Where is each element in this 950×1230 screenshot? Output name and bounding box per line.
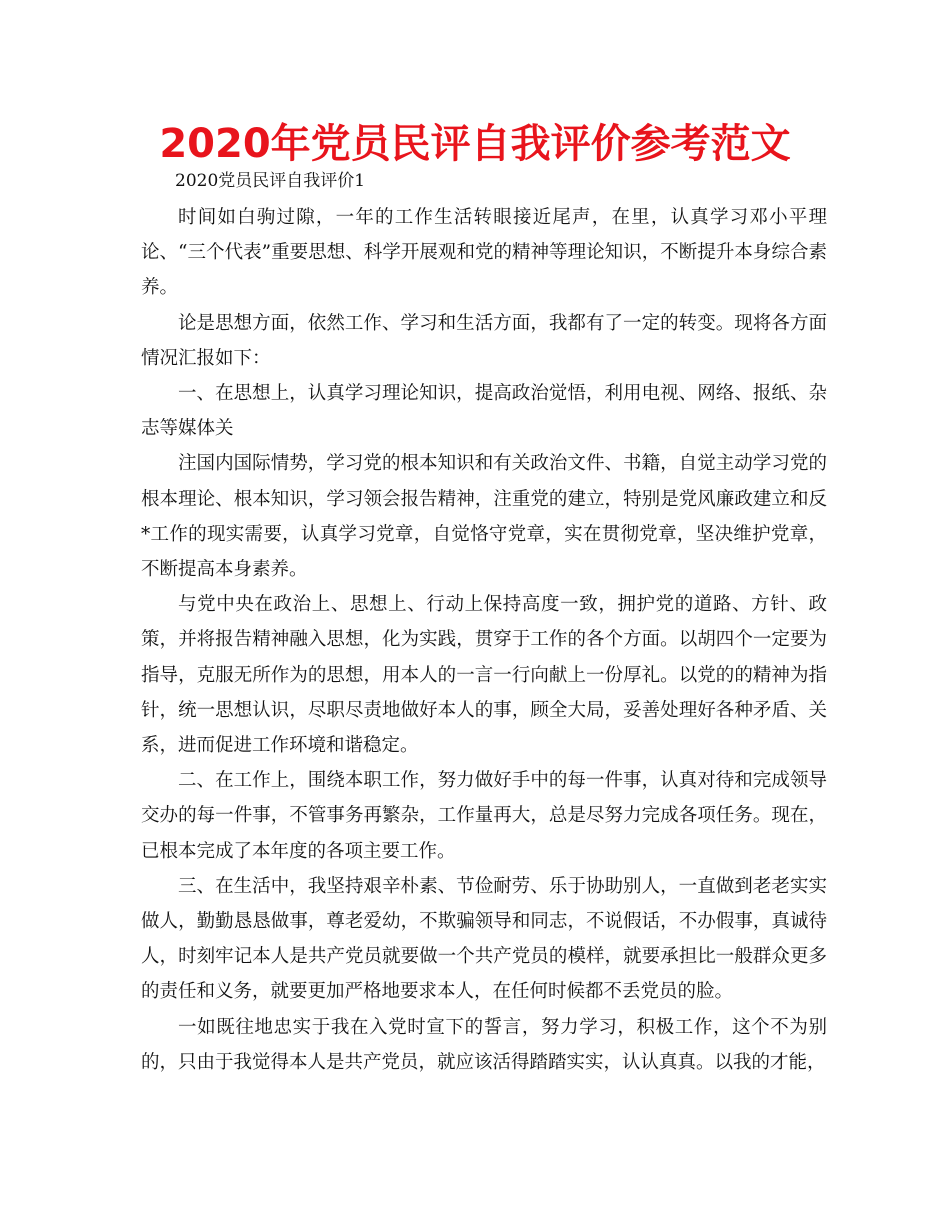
paragraph: 注国内国际情势，学习党的根本知识和有关政治文件、书籍，自觉主动学习党的根本理论、根本知识，学习领会报告精神，注重党的建立，特别是党风廉政建立和反*工作的现实需要，认真学习党章，自觉恪守党章，实在贯彻党章，坚决维护党章，不断提高本身素养。 [141, 453, 827, 581]
paragraph: 与党中央在政治上、思想上、行动上保持高度一致，拥护党的道路、方针、政策，并将报告精神融入思想，化为实践，贯穿于工作的各个方面。以胡四个一定要为指导，克服无所作为的思想，用本人的一言一行向献上一份厚礼。以党的的精神为指针，统一思想认识，尽职尽责地做好本人的事，顾全大局，妥善处理好各种矛盾、关系，进而促进工作环境和谐稳定。 [141, 594, 827, 757]
document-subtitle: 2020党员民评自我评价1 [175, 171, 366, 191]
paragraph: 论是思想方面，依然工作、学习和生活方面，我都有了一定的转变。现将各方面情况汇报如下： [141, 312, 827, 369]
paragraph: 二、在工作上，围绕本职工作，努力做好手中的每一件事，认真对待和完成领导交办的每一件事，不管事务再繁杂，工作量再大，总是尽努力完成各项任务。现在，已根本完成了本年度的各项主要工作。 [141, 770, 827, 862]
document-title: 2020年党员民评自我评价参考范文 [159, 121, 791, 167]
paragraph: 一、在思想上，认真学习理论知识，提高政治觉悟，利用电视、网络、报纸、杂志等媒体关 [141, 383, 827, 440]
document-body [141, 200, 827, 1080]
paragraph: 三、在生活中，我坚持艰辛朴素、节俭耐劳、乐于协助别人，一直做到老老实实做人，勤勤恳恳做事，尊老爱幼，不欺骗领导和同志，不说假话，不办假事，真诚待人，时刻牢记本人是共产党员就要做一个共产党员的模样，就要承担比一般群众更多的责任和义务，就要更加严格地要求本人，在任何时候都不丢党员的脸。 [141, 875, 827, 1003]
paragraph: 时间如白驹过隙，一年的工作生活转眼接近尾声，在里，认真学习邓小平理论、“三个代表”重要思想、科学开展观和党的精神等理论知识，不断提升本身综合素养。 [141, 207, 827, 299]
paragraph: 一如既往地忠实于我在入党时宣下的誓言，努力学习，积极工作，这个不为别的，只由于我觉得本人是共产党员，就应该活得踏踏实实，认认真真。以我的才能， [141, 1016, 827, 1073]
